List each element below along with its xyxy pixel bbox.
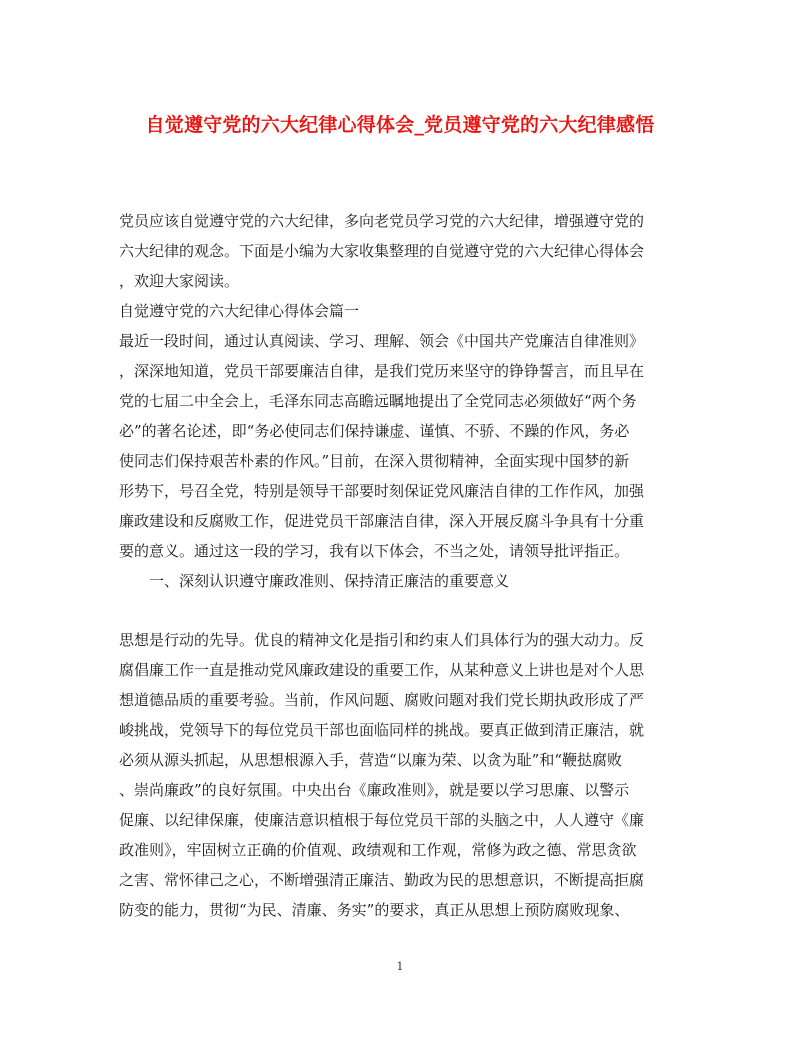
paragraph-line: ，深深地知道，党员干部要廉洁自律，是我们党历来坚守的铮铮誓言，而且早在 [119,362,645,380]
paragraph-line: 政准则》，牢固树立正确的价值观、政绩观和工作观，常修为政之德、常思贪欲 [119,841,637,859]
paragraph-line: 峻挑战，党领导下的每位党员干部也面临同样的挑战。要真正做到清正廉洁，就 [119,721,645,739]
paragraph-line: 促廉、以纪律保廉，使廉洁意识植根于每位党员干部的头脑之中，人人遵守《廉 [119,811,645,829]
paragraph-line: 防变的能力，贯彻“为民、清廉、务实”的要求，真正从思想上预防腐败现象、 [119,901,630,919]
paragraph-line: 最近一段时间，通过认真阅读、学习、理解、领会《中国共产党廉洁自律准则》 [119,332,645,350]
paragraph-line: ，欢迎大家阅读。 [119,272,240,290]
paragraph-line: 廉政建设和反腐败工作，促进党员干部廉洁自律，深入开展反腐斗争具有十分重 [119,512,645,530]
paragraph-line: 想道德品质的重要考验。当前，作风问题、腐败问题对我们党长期执政形成了严 [119,691,645,709]
paragraph-line: 必”的著名论述，即“务必使同志们保持谦虚、谨慎、不骄、不躁的作风，务必 [119,422,630,440]
section-heading: 自觉遵守党的六大纪律心得体会篇一 [119,302,360,320]
document-title: 自觉遵守党的六大纪律心得体会_党员遵守党的六大纪律感悟 [145,114,655,136]
paragraph-line: 要的意义。通过这一段的学习，我有以下体会，不当之处，请领导批评指正。 [119,542,630,560]
paragraph-line: 六大纪律的观念。下面是小编为大家收集整理的自觉遵守党的六大纪律心得体会 [119,242,645,260]
paragraph-line: 党员应该自觉遵守党的六大纪律，多向老党员学习党的六大纪律，增强遵守党的 [119,212,645,230]
paragraph-line: 、崇尚廉政”的良好氛围。中央出台《廉政准则》，就是要以学习思廉、以警示 [119,781,630,799]
intro-block [119,206,699,596]
paragraph-line: 必须从源头抓起，从思想根源入手，营造“以廉为荣、以贪为耻”和“鞭挞腐败 [119,751,623,769]
body-block [119,625,699,925]
page-number: 1 [396,960,404,973]
subsection-heading: 一、深刻认识遵守廉政准则、保持清正廉洁的重要意义 [149,572,510,590]
paragraph-line: 腐倡廉工作一直是推动党风廉政建设的重要工作，从某种意义上讲也是对个人思 [119,661,645,679]
paragraph-line: 思想是行动的先导。优良的精神文化是指引和约束人们具体行为的强大动力。反 [119,631,645,649]
paragraph-line: 党的七届二中全会上，毛泽东同志高瞻远瞩地提出了全党同志必须做好“两个务 [119,392,637,410]
paragraph-line: 使同志们保持艰苦朴素的作风。”目前，在深入贯彻精神，全面实现中国梦的新 [119,452,630,470]
paragraph-line: 之害、常怀律己之心，不断增强清正廉洁、勤政为民的思想意识，不断提高拒腐 [119,871,645,889]
paragraph-line: 形势下，号召全党，特别是领导干部要时刻保证党风廉洁自律的工作作风，加强 [119,482,645,500]
